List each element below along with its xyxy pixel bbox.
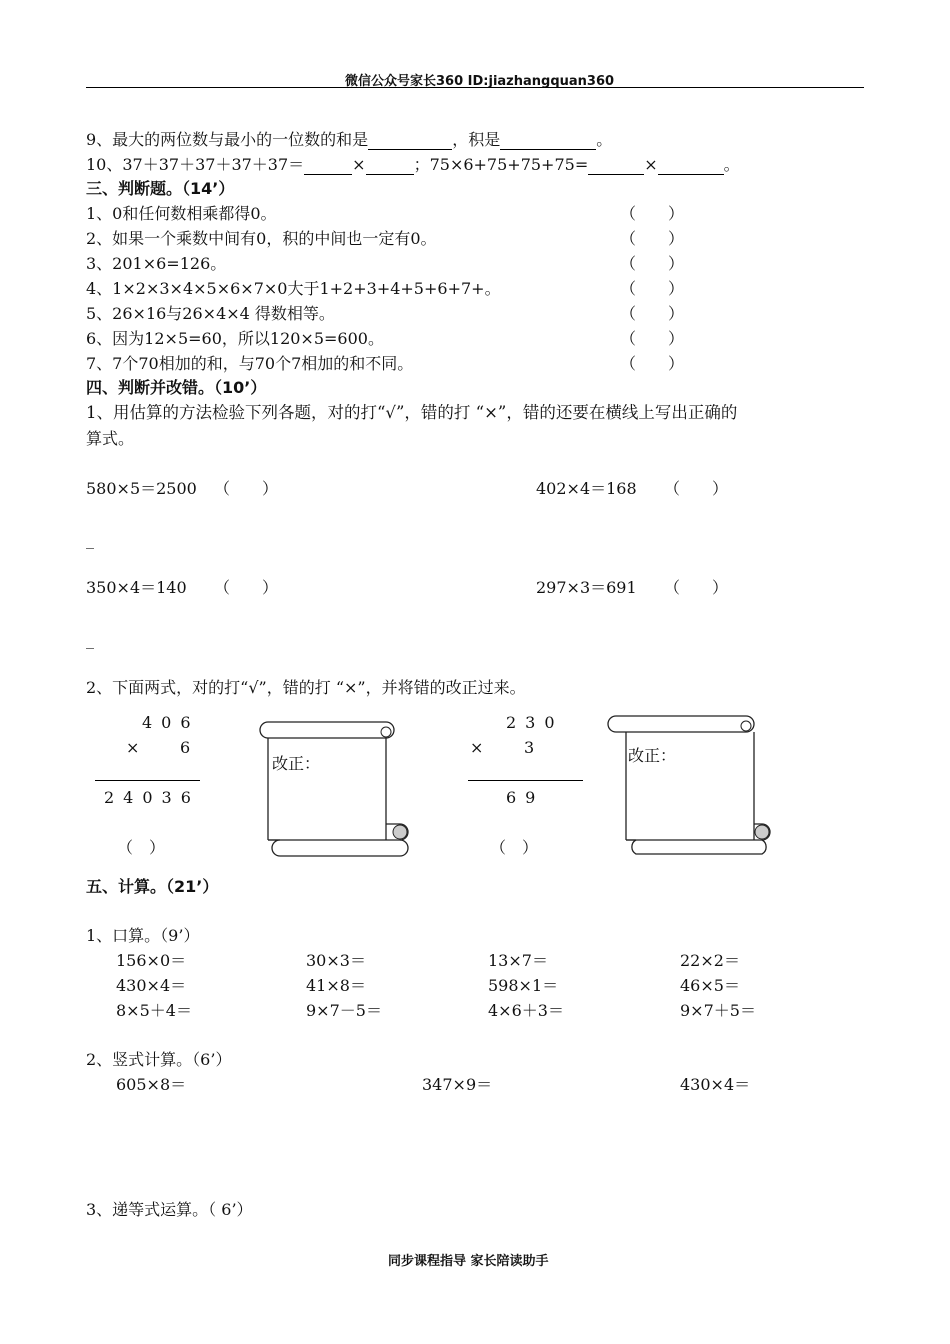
multiply-sign: × bbox=[470, 738, 484, 757]
instruction-line: 1、用估算的方法检验下列各题，对的打“√”，错的打 “×”，错的还要在横线上写出正确的 bbox=[86, 403, 738, 422]
correction-line[interactable]: _ bbox=[86, 530, 94, 549]
answer-blank[interactable] bbox=[304, 159, 352, 175]
oral-problem: 156×0＝ bbox=[116, 951, 187, 970]
judge-answer-paren[interactable]: （ ） bbox=[620, 254, 685, 273]
step-calc-title: 3、递等式运算。（ 6’） bbox=[86, 1200, 253, 1219]
correction-scroll[interactable] bbox=[250, 718, 416, 858]
oral-problem: 4×6＋3＝ bbox=[488, 1001, 564, 1020]
scroll-label: 改正： bbox=[628, 746, 677, 765]
page-footer: 同步课程指导 家长陪读助手 bbox=[388, 1254, 549, 1269]
question-10: 10、37＋37＋37＋37＋37＝ × ；75×6+75+75+75= × 。 bbox=[86, 155, 740, 174]
judge-item-text: 1、0和任何数相乘都得0。 bbox=[86, 204, 277, 223]
oral-problem: 13×7＝ bbox=[488, 951, 548, 970]
vertical-problem: 347×9＝ bbox=[422, 1075, 493, 1094]
judge-answer-paren[interactable]: （ ） bbox=[620, 229, 685, 248]
oral-problem: 41×8＝ bbox=[306, 976, 366, 995]
question-9: 9、最大的两位数与最小的一位数的和是 ，积是 。 bbox=[86, 130, 613, 149]
oral-problem: 598×1＝ bbox=[488, 976, 559, 995]
judge-answer-paren[interactable]: （ ） bbox=[620, 279, 685, 298]
estimate-expression: 580×5＝2500 bbox=[86, 479, 197, 498]
vertical-rule bbox=[468, 780, 583, 781]
judge-answer-paren[interactable]: （ ） bbox=[620, 329, 685, 348]
estimate-answer-paren[interactable]: （ ） bbox=[664, 578, 729, 597]
oral-problem: 46×5＝ bbox=[680, 976, 740, 995]
correction-line[interactable]: _ bbox=[86, 630, 94, 649]
oral-problem: 430×4＝ bbox=[116, 976, 187, 995]
vertical-rule bbox=[95, 780, 200, 781]
oral-problem: 22×2＝ bbox=[680, 951, 740, 970]
instruction-line: 算式。 bbox=[86, 429, 135, 448]
section-5-title: 五、计算。（21’） bbox=[86, 877, 219, 896]
judge-item-text: 6、因为12×5=60，所以120×5=600。 bbox=[86, 329, 384, 348]
vertical-problem: 430×4＝ bbox=[680, 1075, 751, 1094]
vertical-result: 24036 bbox=[104, 788, 200, 807]
judge-item-text: 5、26×16与26×4×4 得数相等。 bbox=[86, 304, 335, 323]
section-3-title: 三、判断题。（14’） bbox=[86, 179, 235, 198]
judge-answer-paren[interactable]: （ ） bbox=[620, 354, 685, 373]
scroll-label: 改正： bbox=[272, 754, 321, 773]
oral-problem: 9×7＋5＝ bbox=[680, 1001, 756, 1020]
estimate-answer-paren[interactable]: （ ） bbox=[214, 578, 279, 597]
judge-item-text: 2、如果一个乘数中间有0，积的中间也一定有0。 bbox=[86, 229, 437, 248]
oral-calc-title: 1、口算。（9’） bbox=[86, 926, 200, 945]
judge-item-text: 4、1×2×3×4×5×6×7×0大于1+2+3+4+5+6+7+。 bbox=[86, 279, 501, 298]
estimate-answer-paren[interactable]: （ ） bbox=[214, 479, 279, 498]
estimate-answer-paren[interactable]: （ ） bbox=[664, 479, 729, 498]
multiply-sign: × bbox=[126, 738, 140, 757]
page-header: 微信公众号家长360 ID:jiazhangquan360 bbox=[345, 74, 615, 89]
section-4-title: 四、判断并改错。（10’） bbox=[86, 378, 267, 397]
answer-blank[interactable] bbox=[368, 134, 452, 150]
vertical-bottom-number: 6 bbox=[180, 738, 191, 757]
vertical-top-number: 406 bbox=[142, 713, 200, 732]
estimate-expression: 350×4＝140 bbox=[86, 578, 187, 597]
vertical-problem: 605×8＝ bbox=[116, 1075, 187, 1094]
header-rule bbox=[86, 87, 864, 88]
oral-problem: 8×5＋4＝ bbox=[116, 1001, 192, 1020]
vertical-answer-paren[interactable]: （ ） bbox=[117, 838, 166, 857]
judge-item-text: 7、7个70相加的和，与70个7相加的和不同。 bbox=[86, 354, 414, 373]
oral-problem: 30×3＝ bbox=[306, 951, 366, 970]
vertical-calc-title: 2、竖式计算。（6’） bbox=[86, 1050, 232, 1069]
judge-answer-paren[interactable]: （ ） bbox=[620, 304, 685, 323]
judge-answer-paren[interactable]: （ ） bbox=[620, 204, 685, 223]
vertical-answer-paren[interactable]: （ ） bbox=[490, 838, 539, 857]
estimate-expression: 402×4＝168 bbox=[536, 479, 637, 498]
vertical-bottom-number: 3 bbox=[524, 738, 535, 757]
answer-blank[interactable] bbox=[588, 159, 644, 175]
answer-blank[interactable] bbox=[366, 159, 414, 175]
judge-item-text: 3、201×6=126。 bbox=[86, 254, 227, 273]
instruction-line: 2、下面两式，对的打“√”，错的打 “×”，并将错的改正过来。 bbox=[86, 678, 526, 697]
correction-scroll[interactable] bbox=[606, 712, 776, 858]
vertical-result: 69 bbox=[506, 788, 545, 807]
estimate-expression: 297×3＝691 bbox=[536, 578, 637, 597]
answer-blank[interactable] bbox=[658, 159, 724, 175]
vertical-top-number: 230 bbox=[506, 713, 564, 732]
oral-problem: 9×7－5＝ bbox=[306, 1001, 382, 1020]
answer-blank[interactable] bbox=[500, 134, 596, 150]
